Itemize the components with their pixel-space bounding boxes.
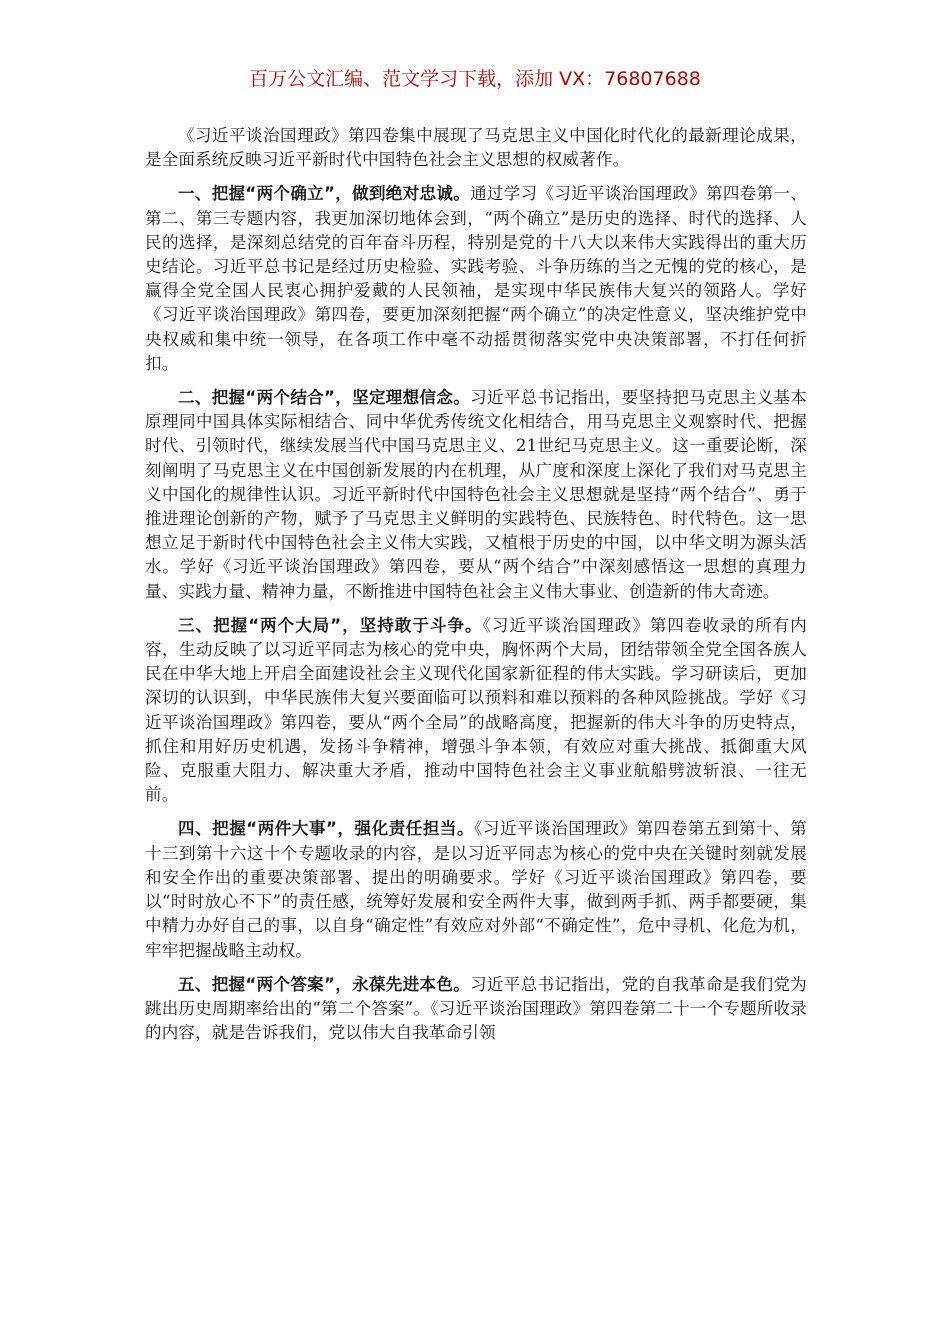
paragraph-section-3 bbox=[145, 614, 807, 808]
section-heading: 三、把握“两个大局”，坚持敢于斗争。 bbox=[178, 615, 483, 635]
paragraph-section-5 bbox=[145, 973, 807, 1046]
section-heading: 五、把握“两个答案”，永葆先进本色。 bbox=[178, 974, 471, 994]
paragraph-body: 习近平总书记指出，要坚持把马克思主义基本原理同中国具体实际相结合、同中华优秀传统文化相结合，用马克思主义观察时代、把握时代、引领时代，继续发展当代中国马克思主义、21世纪马克思主义。这一重要论断，深刻阐明了马克思主义在中国创新发展的内在机理，从广度和深度上深化了我们对马克思主义中国化的规律性认识。习近平新时代中国特色社会主义思想就是坚持“两个结合”、勇于推进理论创新的产物，赋予了马克思主义鲜明的实践特色、民族特色、时代特色。这一思想立足于新时代中国特色社会主义伟大实践，又植根于历史的中国，以中华文明为源头活水。学好《习近平谈治国理政》第四卷，要从“两个结合”中深刻感悟这一思想的真理力量、实践力量、精神力量，不断推进中国特色社会主义伟大事业、创造新的伟大奇迹。 bbox=[145, 388, 808, 601]
paragraph-section-1 bbox=[145, 182, 807, 376]
document-body bbox=[145, 124, 807, 1055]
section-heading: 二、把握“两个结合”，坚定理想信念。 bbox=[178, 388, 471, 408]
paragraph-intro bbox=[145, 124, 807, 172]
paragraph-body: 习近平总书记指出，党的自我革命是我们党为跳出历史周期率给出的“第二个答案”。《习近平谈治国理政》第四卷第二十一个专题所收录的内容，就是告诉我们，党以伟大自我革命引领 bbox=[145, 974, 808, 1043]
paragraph-section-4 bbox=[145, 817, 807, 962]
paragraph-body: 《习近平谈治国理政》第四卷第五到第十、第十三到第十六这十个专题收录的内容，是以习近平同志为核心的党中央在关键时刻就发展和安全作出的重要决策部署、提出的明确要求。学好《习近平谈治国理政》第四卷，要以“时时放心不下”的责任感，统筹好发展和安全两件大事，做到两手抓、两手都要硬，集中精力办好自己的事，以自身“确定性”有效应对外部“不确定性”，危中寻机、化危为机，牢牢把握战略主动权。 bbox=[145, 819, 807, 960]
header-banner: 百万公文汇编、范文学习下载，添加 VX：76807688 bbox=[249, 68, 701, 90]
paragraph-body: 通过学习《习近平谈治国理政》第四卷第一、第二、第三专题内容，我更加深切地体会到，“两个确立”是历史的选择、时代的选择、人民的选择，是深刻总结党的百年奋斗历程，特别是党的十八大以来伟大实践得出的重大历史结论。习近平总书记是经过历史检验、实践考验、斗争历练的当之无愧的党的核心，是赢得全党全国人民衷心拥护爱戴的人民领袖，是实现中华民族伟大复兴的领路人。学好《习近平谈治国理政》第四卷，要更加深刻把握“两个确立”的决定性意义，坚决维护党中央权威和集中统一领导，在各项工作中毫不动摇贯彻落实党中央决策部署，不打任何折扣。 bbox=[145, 184, 808, 373]
section-heading: 四、把握“两件大事”，强化责任担当。 bbox=[178, 819, 475, 839]
paragraph-body: 《习近平谈治国理政》第四卷集中展现了马克思主义中国化时代化的最新理论成果，是全面系统反映习近平新时代中国特色社会主义思想的权威著作。 bbox=[145, 126, 807, 170]
section-heading: 一、把握“两个确立”，做到绝对忠诚。 bbox=[178, 184, 471, 204]
paragraph-body: 《习近平谈治国理政》第四卷收录的所有内容，生动反映了以习近平同志为核心的党中央，胸怀两个大局，团结带领全党全国各族人民在中华大地上开启全面建设社会主义现代化国家新征程的伟大实践。学习研读后，更加深切的认识到，中华民族伟大复兴要面临可以预料和难以预料的各种风险挑战。学好《习近平谈治国理政》第四卷，要从“两个全局”的战略高度，把握新的伟大斗争的历史特点，抓住和用好历史机遇，发扬斗争精神，增强斗争本领，有效应对重大挑战、抵御重大风险、克服重大阻力、解决重大矛盾，推动中国特色社会主义事业航船劈波斩浪、一往无前。 bbox=[145, 615, 807, 805]
paragraph-section-2 bbox=[145, 386, 807, 604]
